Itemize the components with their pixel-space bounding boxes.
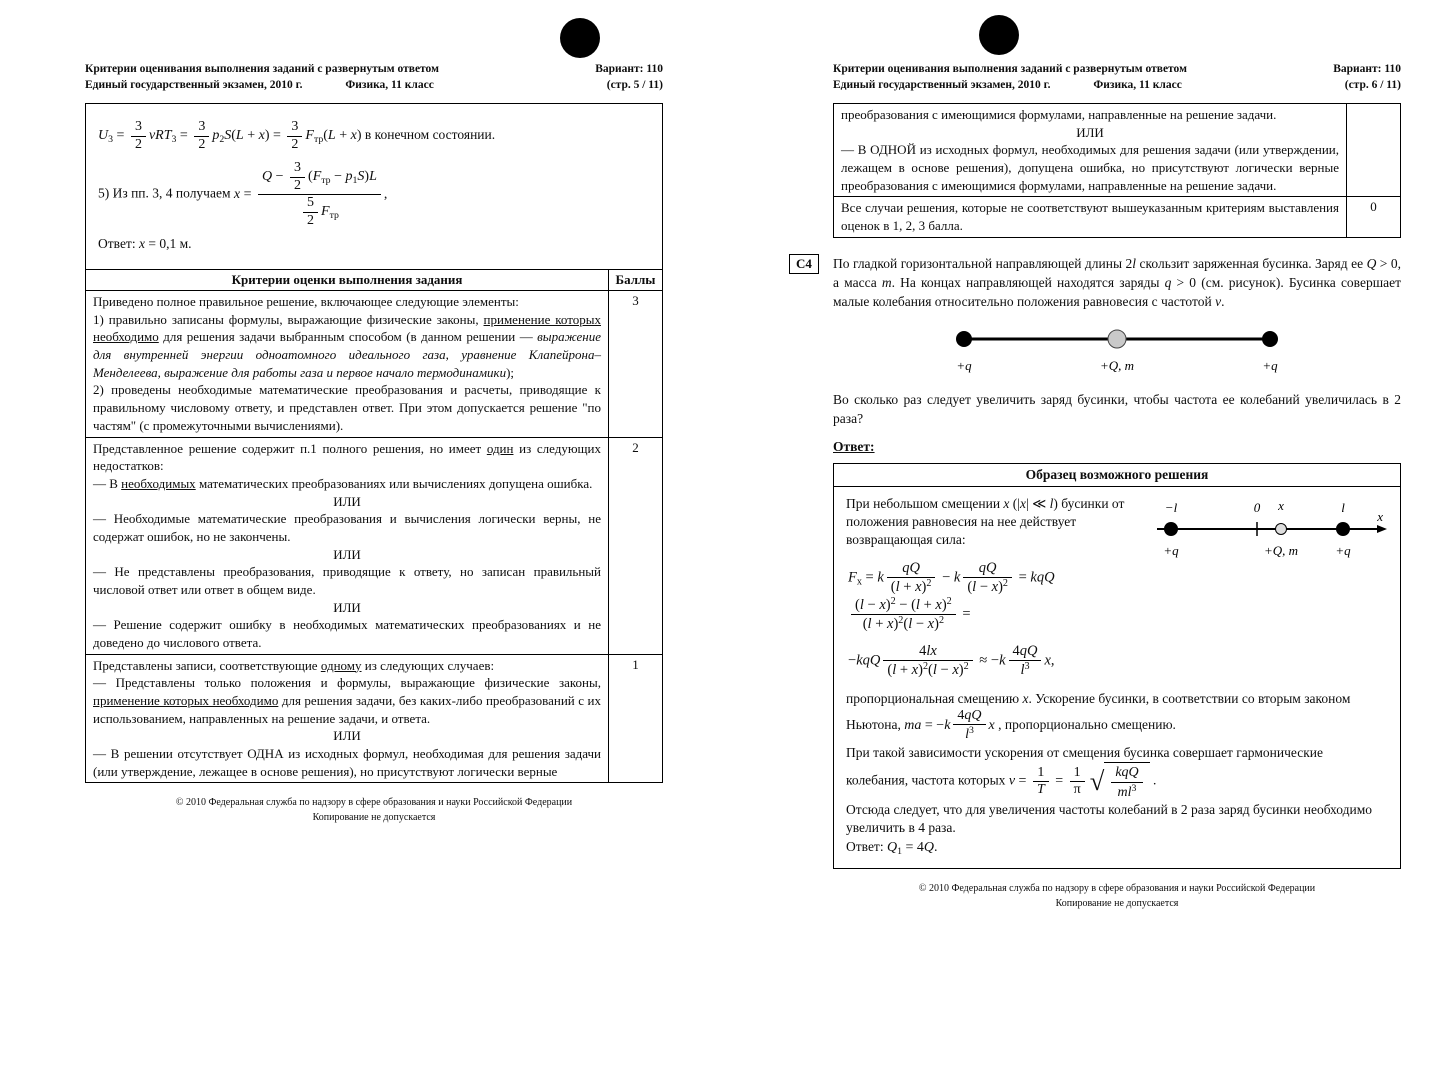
- frequency-paragraph: [846, 744, 1388, 801]
- right-charge-dot: [1336, 522, 1350, 536]
- sample-solution-title: Образец возможного решения: [834, 464, 1400, 487]
- content-box-left: [85, 103, 663, 783]
- bead-circle: [1108, 330, 1126, 348]
- page-right: [796, 62, 1401, 911]
- solution-final-state-line: [98, 119, 650, 153]
- exam-subtitle: [833, 78, 1187, 94]
- l-label: l: [1341, 499, 1345, 515]
- sample-solution-box: [833, 463, 1401, 870]
- page-header-right: [833, 62, 1401, 93]
- exam-name: Единый государственный экзамен, 2010 г.: [833, 78, 1051, 91]
- score-cell: [1347, 104, 1401, 197]
- step5-text: 5) Из пп. 3, 4 получаем: [98, 185, 231, 201]
- minus-l-label: −l: [1164, 499, 1178, 515]
- subject-label: Физика, 11 класс: [1093, 78, 1182, 91]
- score-cell: 2: [609, 437, 663, 654]
- header-titles: [85, 62, 439, 93]
- frequency-formula: ν = $\frac{1}{T}$ = $\frac{1}{\pi}$ √ $\frac{\text{kqQ}}{ml^3}$: [1009, 762, 1150, 801]
- formula-tail-text: в конечном состоянии.: [364, 127, 496, 143]
- criteria-cell: Представленное решение содержит п.1 полного решения, но имеет один из следующих недостатков: — В необходимых математических преобразованиях или вычислениях допущена ошибка. ИЛИ — Необходимые математические преобразования и вычисления логически верны, не содержат ошибок, но не закончены. ИЛИ — Не представлены преобразования, приводящие к ответу, но записан правильный числовой ответ или ответ в общем виде. ИЛИ — Решение содержит ошибку в необходимых математических преобразованиях и не доведено до числового ответа.: [86, 437, 609, 654]
- footer-notice: Копирование не допускается: [1055, 898, 1179, 910]
- solution-answer: Ответ: x = 0,1 м.: [98, 236, 192, 252]
- axis-x-label: x: [1377, 508, 1383, 524]
- header-meta: [1333, 62, 1401, 93]
- header-titles: [833, 62, 1187, 93]
- charge-label-center: +Q, m: [1263, 542, 1299, 558]
- footer-copyright: © 2010 Федеральная служба по надзору в сфере образования и науки Российской Федерации: [918, 883, 1316, 895]
- solution-continuation: [85, 103, 663, 269]
- footer-copyright: © 2010 Федеральная служба по надзору в сфере образования и науки Российской Федерации: [175, 797, 573, 809]
- newton-text-before: пропорциональная смещению x. Ускорение бусинки, в соответствии со вторым законом Ньютона,: [846, 690, 1351, 732]
- bead-circle: [1276, 523, 1287, 534]
- footer-notice: Копирование не допускается: [312, 812, 436, 824]
- header-meta: [595, 62, 663, 93]
- table-row: [834, 104, 1401, 197]
- right-charge-dot: [1262, 331, 1278, 347]
- final-answer-line: [846, 838, 1388, 858]
- subject-label: Физика, 11 класс: [345, 78, 434, 91]
- table-row: [86, 437, 663, 654]
- page-number: (стр. 5 / 11): [606, 78, 663, 91]
- task-question: Во сколько раз следует увеличить заряд бусинки, чтобы частота ее колебаний увеличилась в 2 раза?: [833, 392, 1401, 427]
- charge-label-right: +q: [1262, 358, 1278, 374]
- doc-title: Критерии оценивания выполнения заданий с развернутым ответом: [85, 63, 439, 75]
- sample-solution-body: [834, 487, 1400, 869]
- newton-law-paragraph: [846, 690, 1388, 744]
- final-answer-prefix: Ответ:: [846, 839, 887, 854]
- charge-label-left: +q: [956, 358, 972, 374]
- frequency-text-before: При такой зависимости ускорения от смещения бусинка совершает гармонические колебания, частота которых: [846, 744, 1323, 788]
- punch-hole-left: [560, 18, 600, 58]
- answer-heading: Ответ:: [833, 438, 875, 454]
- table-header-row: [86, 270, 663, 291]
- punch-hole-right: [979, 15, 1019, 55]
- page-footer-left: [85, 795, 663, 825]
- criteria-table: [85, 269, 663, 783]
- table-row: [86, 291, 663, 437]
- left-charge-dot: [956, 331, 972, 347]
- frequency-text-after: .: [1149, 772, 1157, 788]
- criteria-table-continued: [833, 103, 1401, 238]
- score-cell: 0: [1347, 197, 1401, 237]
- page-footer-right: [833, 881, 1401, 911]
- conclusion-text: Отсюда следует, что для увеличения частоты колебаний в 2 раза заряд бусинки необходимо увеличить в 4 раза.: [846, 802, 1373, 836]
- variant-label: Вариант: 110: [1333, 63, 1401, 75]
- solution-diagram: [1153, 495, 1388, 561]
- internal-energy-formula: $U_3$ = $\frac{3}{2}$ νRT$_3$ = $\frac{3}{2}$ $p_2S(L + x)$ = $\frac{3}{2}$ $F_{тр}(L + x)$: [98, 119, 362, 152]
- page-number: (стр. 6 / 11): [1344, 78, 1401, 91]
- exam-subtitle: [85, 78, 439, 94]
- criteria-cell: Все случаи решения, которые не соответствуют вышеуказанным критериям выставления оценок в 1, 2, 3 балла.: [834, 197, 1347, 237]
- force-approximation-formula: −kqQ $\frac{4lx}{(l + x)^2(l - x)^2}$ ≈ −k $\frac{4qQ}{l^3}$ x,: [848, 643, 1055, 679]
- variant-label: Вариант: 110: [595, 63, 663, 75]
- table-row: [86, 654, 663, 783]
- doc-title: Критерии оценивания выполнения заданий с развернутым ответом: [833, 63, 1187, 75]
- problem-diagram-wrap: [833, 323, 1401, 382]
- score-cell: 3: [609, 291, 663, 437]
- score-cell: 1: [609, 654, 663, 783]
- axis-arrow: [1377, 525, 1387, 533]
- charge-label-left: +q: [1163, 542, 1179, 558]
- charge-label-center: +Q, m: [1099, 358, 1135, 374]
- score-header-cell: Баллы: [609, 270, 663, 291]
- solution-intro-text: При небольшом смещении x (|x| ≪ l) бусинки от положения равновесия на нее действует возвращающая сила:: [846, 495, 1125, 548]
- final-answer-formula: $Q_1 = 4Q$.: [886, 839, 938, 857]
- page-left: [85, 62, 663, 825]
- content-box-right: [833, 103, 1401, 238]
- page-header-left: [85, 62, 663, 93]
- problem-diagram: [952, 323, 1282, 377]
- x-position-label: x: [1278, 497, 1284, 513]
- criteria-cell: преобразования с имеющимися формулами, направленные на решение задачи. ИЛИ — В ОДНОЙ из исходных формул, необходимых для решения задачи (или утверждении, лежащем в основе решения), допущена ошибка, но присутствуют логически верные преобразования с имеющимися формулами, направленные на решение задачи.: [834, 104, 1347, 197]
- charge-label-right: +q: [1335, 542, 1351, 558]
- newton-law-formula: ma = −k $\frac{4qQ}{l^3}$ x: [904, 707, 995, 743]
- task-label-c4: С4: [789, 254, 819, 274]
- zero-label: 0: [1253, 499, 1261, 515]
- task-statement: По гладкой горизонтальной направляющей длины 2l скользит заряженная бусинка. Заряд ее Q > 0, а масса m. На концах направляющей находятся заряды q > 0 (см. рисунок). Бусинка совершает малые колебания относительно положения равновесия с частотой ν.: [833, 255, 1401, 310]
- solution-step5-line: [98, 160, 650, 229]
- left-charge-dot: [1164, 522, 1178, 536]
- criteria-cell: Представлены записи, соответствующие одному из следующих случаев: — Представлены только положения и формулы, выражающие физические законы, применение которых необходимо для решения задачи, без каких-либо преобразований с их использованием, направленных на решение задачи, и ответа. ИЛИ — В решении отсутствует ОДНА из исходных формул, необходимая для решения задачи (или утверждение, лежащее в основе решения), но присутствуют логически верные: [86, 654, 609, 783]
- exam-name: Единый государственный экзамен, 2010 г.: [85, 78, 303, 91]
- restoring-force-formula: $F_x = k$ $\frac{qQ}{(l + x)^2}$ − k $\frac{qQ}{(l - x)^2}$ = kqQ $\frac{(l - x)^2 - (l + x)^2}{(l + x)^2(l - x)^2}$ =: [848, 559, 1055, 633]
- criteria-cell: Приведено полное правильное решение, включающее следующие элементы: 1) правильно записаны формулы, выражающие физические законы, применение которых необходимо для решения задачи выбранным способом (в данном решении — выражение для внутренней энергии одноатомного идеального газа, уравнение Клапейрона–Менделеева, выражение для работы газа и первое начало термодинамики); 2) проведены необходимые математические преобразования и расчеты, приводящие к правильному числовому ответу, и представлен ответ. При этом допускается решение "по частям" (с промежуточными вычислениями).: [86, 291, 609, 437]
- displacement-formula: x = Q − $\frac{3}{2}$ $(F_{тр} - p_1S)L$ $\frac{5}{2}$ $F_{тр}$ ,: [233, 160, 388, 228]
- newton-text-after: , пропорционально смещению.: [994, 716, 1176, 732]
- criteria-header-cell: Критерии оценки выполнения задания: [86, 270, 609, 291]
- task-c4-section: [796, 254, 1401, 869]
- table-row: [834, 197, 1401, 237]
